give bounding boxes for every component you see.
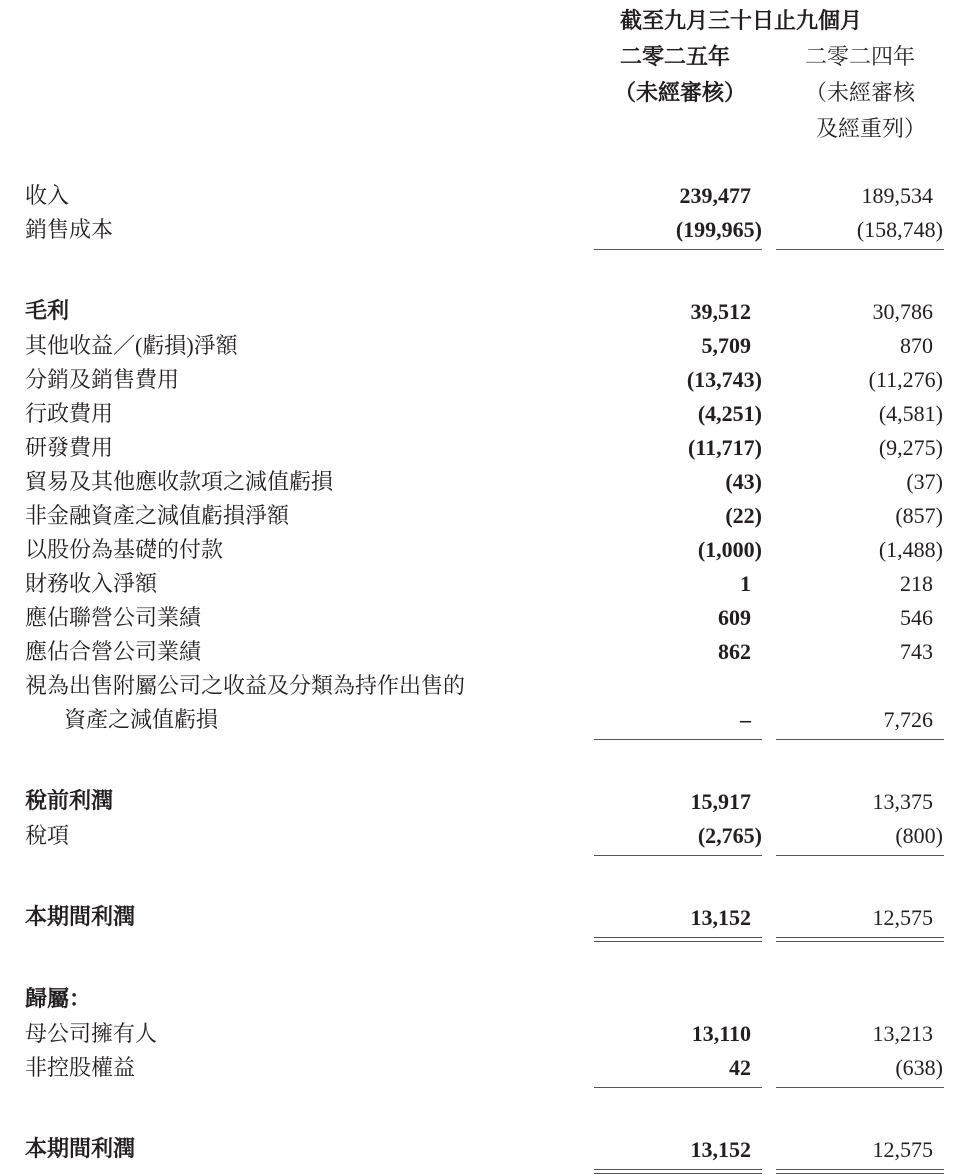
statement-group (0, 901, 960, 943)
row-label: 本期間利潤 (25, 905, 136, 930)
value-2024: 218 (900, 571, 933, 596)
row-label: 行政費用 (25, 401, 114, 426)
value-2024: 743 (900, 639, 933, 664)
value-2024: (158,748) (856, 217, 943, 242)
table-row (0, 465, 960, 499)
value-2025: (22) (725, 503, 762, 528)
underline (0, 1085, 960, 1093)
table-row (0, 819, 960, 853)
value-2024: (857) (895, 503, 943, 528)
value-2025: 13,110 (691, 1021, 751, 1046)
row-label: 應佔合營公司業績 (25, 639, 202, 664)
value-2024: (4,581) (878, 401, 943, 426)
row-label: 非金融資產之減值虧損淨額 (25, 503, 290, 528)
value-2025: 13,152 (690, 1137, 751, 1162)
value-2025: (199,965) (675, 217, 762, 242)
underline-2024 (776, 739, 944, 740)
underline-2025 (594, 937, 762, 942)
underline-2025 (594, 1169, 762, 1174)
row-label: 毛利 (25, 299, 70, 324)
value-2024: (9,275) (878, 435, 943, 460)
value-2024: 13,375 (872, 789, 933, 814)
table-row (0, 901, 960, 935)
statement-group (0, 295, 960, 745)
value-2024: 12,575 (872, 1137, 933, 1162)
value-2024: 189,534 (861, 183, 933, 208)
table-row (0, 601, 960, 635)
table-row (0, 1017, 960, 1051)
value-2024: 13,213 (872, 1021, 933, 1046)
table-row (0, 295, 960, 329)
row-label: 分銷及銷售費用 (25, 367, 180, 392)
value-2025: 39,512 (690, 299, 751, 324)
row-label: 歸屬： (25, 987, 92, 1012)
statement-group (0, 179, 960, 255)
row-label: 貿易及其他應收款項之減值虧損 (25, 469, 334, 494)
underline-2024 (776, 249, 944, 250)
value-2024: 7,726 (883, 707, 933, 732)
underline-2025 (594, 739, 762, 740)
col2-note-line1: （未經審核 (805, 81, 916, 106)
table-row (0, 431, 960, 465)
col2-note-line2: 及經重列） (816, 117, 927, 142)
underline-2024 (776, 855, 944, 856)
table-row (0, 533, 960, 567)
value-2025: (43) (725, 469, 762, 494)
value-2024: (638) (895, 1055, 943, 1080)
table-row (0, 329, 960, 363)
row-label: 應佔聯營公司業績 (25, 605, 202, 630)
col1-year: 二零二五年 (620, 45, 731, 70)
row-label: 財務收入淨額 (25, 571, 158, 596)
value-2024: 30,786 (872, 299, 933, 324)
value-2025: 5,709 (701, 333, 751, 358)
row-label: 以股份為基礎的付款 (25, 537, 224, 562)
underline (0, 247, 960, 255)
table-row (0, 499, 960, 533)
table-row (0, 213, 960, 247)
table-row (0, 1133, 960, 1167)
value-2025: – (740, 707, 751, 732)
table-row (0, 363, 960, 397)
value-2025: (1,000) (697, 537, 762, 562)
value-2025: 42 (729, 1055, 751, 1080)
row-label: 其他收益／(虧損)淨額 (25, 333, 238, 358)
value-2025: (2,765) (697, 823, 762, 848)
value-2025: (4,251) (697, 401, 762, 426)
row-label: 稅項 (25, 823, 70, 848)
income-statement-table (0, 179, 960, 1175)
value-2024: 870 (900, 333, 933, 358)
period-heading: 截至九月三十日止九個月 (620, 9, 863, 34)
statement-group (0, 785, 960, 861)
value-2024: 546 (900, 605, 933, 630)
double-underline (0, 1167, 960, 1175)
table-row (0, 397, 960, 431)
col2-year: 二零二四年 (805, 45, 916, 70)
table-row (0, 703, 960, 737)
value-2025: 1 (740, 571, 751, 596)
value-2025: 15,917 (690, 789, 751, 814)
row-label: 研發費用 (25, 435, 114, 460)
col1-note: （未經審核） (614, 81, 747, 106)
value-2025: 609 (718, 605, 751, 630)
underline-2025 (594, 249, 762, 250)
table-row (0, 983, 960, 1017)
table-row (0, 567, 960, 601)
statement-group (0, 983, 960, 1093)
table-row (0, 635, 960, 669)
underline-2025 (594, 855, 762, 856)
row-label: 母公司擁有人 (25, 1021, 158, 1046)
table-row (0, 179, 960, 213)
underline-2024 (776, 937, 944, 942)
row-label: 稅前利潤 (25, 789, 114, 814)
value-2024: (37) (906, 469, 943, 494)
underline-2025 (594, 1087, 762, 1088)
value-2025: 239,477 (679, 183, 751, 208)
value-2024: (800) (895, 823, 943, 848)
underline (0, 737, 960, 745)
value-2025: 862 (718, 639, 751, 664)
value-2025: (13,743) (686, 367, 762, 392)
underline-2024 (776, 1169, 944, 1174)
table-row (0, 1051, 960, 1085)
row-label: 銷售成本 (25, 217, 114, 242)
row-label: 視為出售附屬公司之收益及分類為持作出售的 (25, 673, 466, 698)
table-row (0, 669, 960, 703)
row-label: 本期間利潤 (25, 1137, 136, 1162)
underline (0, 853, 960, 861)
double-underline (0, 935, 960, 943)
value-2025: 13,152 (690, 905, 751, 930)
row-label: 收入 (25, 183, 70, 208)
value-2024: (1,488) (878, 537, 943, 562)
value-2024: (11,276) (868, 367, 943, 392)
table-row (0, 785, 960, 819)
value-2025: (11,717) (688, 435, 762, 460)
row-label: 非控股權益 (25, 1055, 136, 1080)
row-label: 資產之減值虧損 (64, 707, 219, 732)
value-2024: 12,575 (872, 905, 933, 930)
underline-2024 (776, 1087, 944, 1088)
